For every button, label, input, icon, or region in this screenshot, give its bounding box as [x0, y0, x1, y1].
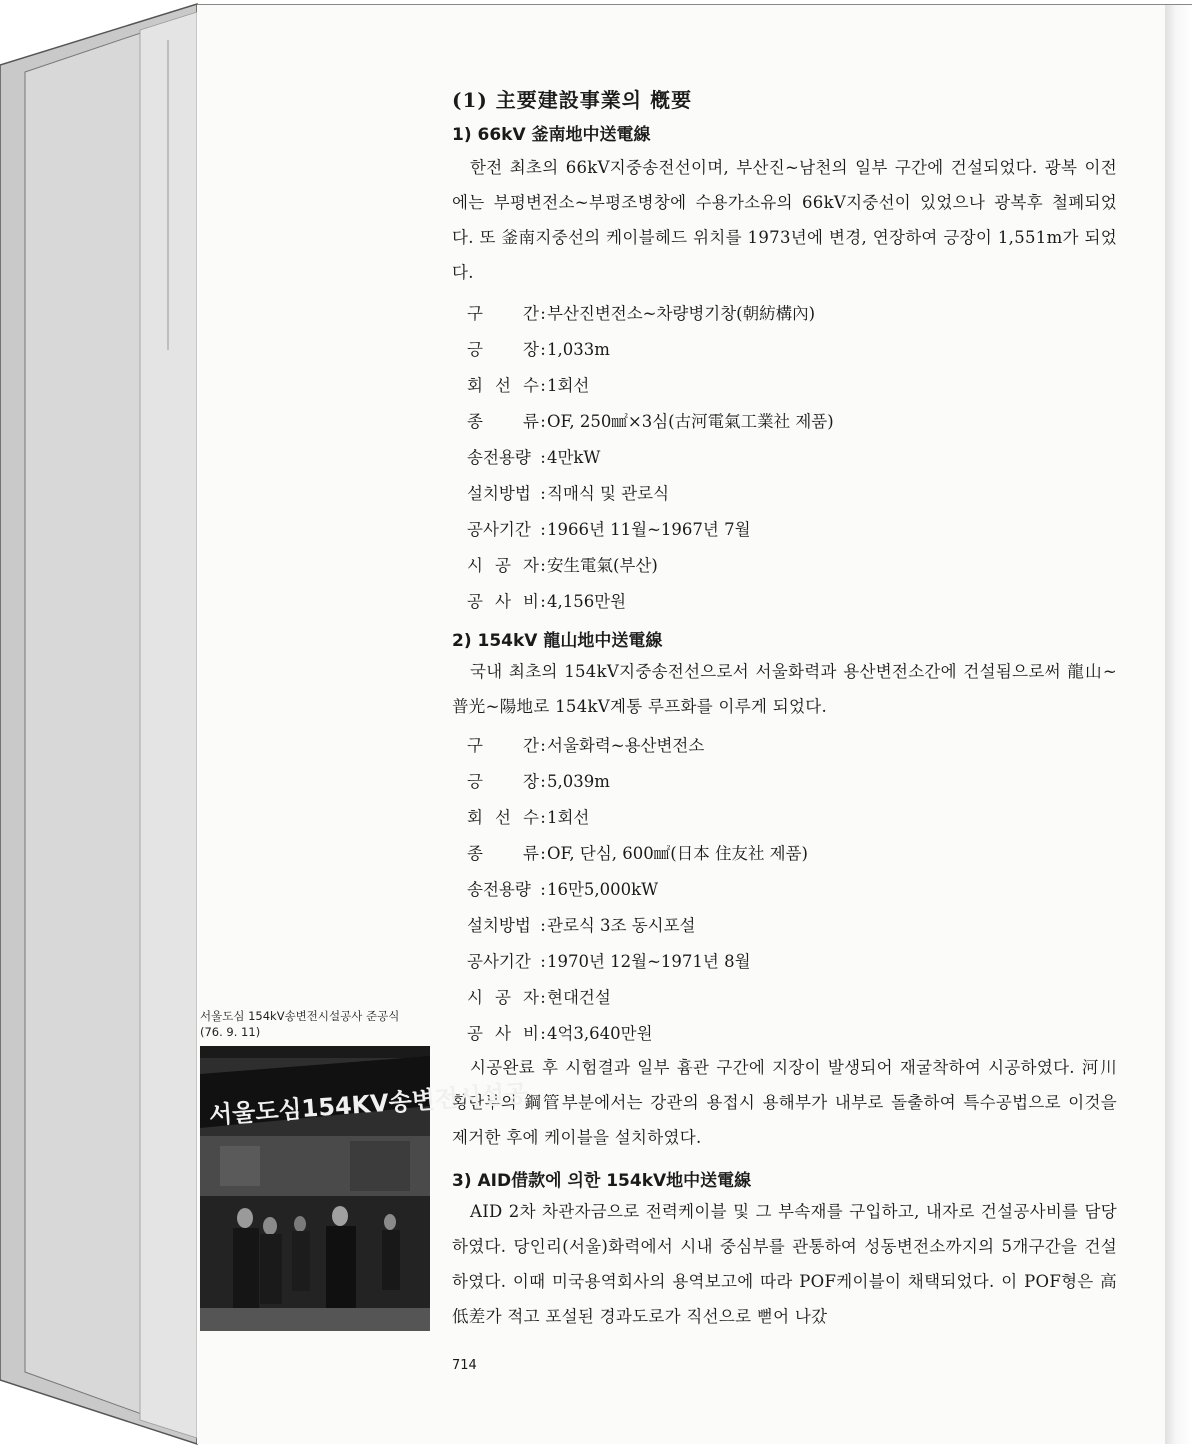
spec-key: 긍 장	[467, 340, 539, 359]
spec-key: 설치방법	[467, 484, 531, 503]
spec-row: 공 사 비:4억3,640만원	[467, 1020, 653, 1044]
paragraph-2-after-text: 시공완료 후 시험결과 일부 흄관 구간에 지장이 발생되어 재굴착하여 시공하였다. 河川 횡단부의 鋼管부분에서는 강관의 용접시 용해부가 내부로 돌출하여 특수공법으로 이것을 제거한 후에 케이블을 설치하였다.	[452, 1058, 1117, 1147]
spec-value: 4만kW	[547, 448, 601, 467]
spec-key: 종 류	[467, 412, 539, 431]
spec-key: 회 선 수	[467, 808, 539, 827]
spec-row: 송전용량 :16만5,000kW	[467, 876, 658, 900]
subsection-title-1: 1) 66kV 釜南地中送電線	[452, 125, 651, 145]
spec-value: 1966년 11월~1967년 7월	[547, 520, 751, 539]
spec-value: 직매식 및 관로식	[547, 484, 670, 503]
spec-key: 공 사 비	[467, 1024, 539, 1043]
spec-key: 구 간	[467, 736, 539, 755]
spec-key: 긍 장	[467, 772, 539, 791]
subsection-title-2: 2) 154kV 龍山地中送電線	[452, 631, 663, 651]
ceremony-photo-graphic	[200, 1046, 529, 1331]
spec-key: 송전용량	[467, 880, 531, 899]
spec-value: 현대건설	[547, 988, 611, 1007]
spec-value: 安生電氣(부산)	[547, 556, 658, 575]
spec-row: 설치방법 :관로식 3조 동시포설	[467, 912, 696, 936]
spec-key: 공사기간	[467, 520, 531, 539]
spec-value: 1,033m	[547, 340, 610, 359]
caption-line-1: 서울도심 154kV송변전시설공사 준공식	[200, 1009, 400, 1023]
spec-value: 서울화력~용산변전소	[547, 736, 705, 755]
spec-row: 구 간:서울화력~용산변전소	[467, 732, 704, 756]
spec-row: 구 간:부산진변전소~차량병기창(朝紡構內)	[467, 300, 815, 324]
paragraph-2-after	[452, 1050, 1117, 1155]
paragraph-2	[452, 654, 1117, 724]
spec-row: 설치방법 :직매식 및 관로식	[467, 480, 669, 504]
section-heading: (1) 主要建設事業의 槪要	[452, 88, 693, 112]
spec-value: 5,039m	[547, 772, 610, 791]
spec-row: 공사기간 :1970년 12월~1971년 8월	[467, 948, 751, 972]
caption-line-2: (76. 9. 11)	[200, 1025, 261, 1039]
spec-row: 회 선 수:1회선	[467, 804, 589, 828]
paragraph-1-text: 한전 최초의 66kV지중송전선이며, 부산진~남천의 일부 구간에 건설되었다. 광복 이전에는 부평변전소~부평조병창에 수용가소유의 66kV지중선이 있었으나 광복후 철폐되었다. 또 釜南지중선의 케이블헤드 위치를 1973년에 변경, 연장하여 긍장이 1,551m가 되었다.	[452, 158, 1117, 282]
paragraph-3	[452, 1194, 1117, 1334]
page-gutter-shadow	[1165, 4, 1192, 1444]
spec-value: 1회선	[547, 376, 590, 395]
spec-value: 관로식 3조 동시포설	[547, 916, 696, 935]
spec-row: 공 사 비:4,156만원	[467, 588, 626, 612]
page-top-edge	[197, 4, 1192, 5]
spec-value: 1970년 12월~1971년 8월	[547, 952, 751, 971]
spec-key: 종 류	[467, 844, 539, 863]
spec-row: 시 공 자:安生電氣(부산)	[467, 552, 658, 576]
spec-row: 종 류:OF, 단심, 600㎟(日本 住友社 제품)	[467, 840, 808, 864]
paragraph-3-text: AID 2차 차관자금으로 전력케이블 및 그 부속재를 구입하고, 내자로 건설공사비를 담당하였다. 당인리(서울)화력에서 시내 중심부를 관통하여 성동변전소까지의 5개구간을 건설하였다. 이때 미국용역회사의 용역보고에 따라 POF케이블이 채택되었다. 이 POF형은 高低差가 적고 포설된 경과도로가 직선으로 뻗어 나갔	[452, 1202, 1117, 1326]
page-number: 714	[452, 1358, 477, 1373]
spec-key: 구 간	[467, 304, 539, 323]
spec-row: 공사기간 :1966년 11월~1967년 7월	[467, 516, 751, 540]
photo-banner-text: 서울도심154KV송변전시설공	[208, 1079, 529, 1130]
spec-row: 시 공 자:현대건설	[467, 984, 611, 1008]
spec-value: 4,156만원	[547, 592, 627, 611]
spec-key: 시 공 자	[467, 988, 539, 1007]
spec-key: 송전용량	[467, 448, 531, 467]
photo-caption	[200, 1008, 435, 1040]
spec-value: 16만5,000kW	[547, 880, 659, 899]
paragraph-2-text: 국내 최초의 154kV지중송전선으로서 서울화력과 용산변전소간에 건설됨으로써 龍山~普光~陽地로 154kV계통 루프화를 이루게 되었다.	[452, 662, 1117, 716]
spec-value: OF, 단심, 600㎟(日本 住友社 제품)	[547, 844, 808, 863]
spec-key: 공 사 비	[467, 592, 539, 611]
paragraph-1	[452, 150, 1117, 290]
spec-key: 공사기간	[467, 952, 531, 971]
spec-value: OF, 250㎟×3심(古河電氣工業社 제품)	[547, 412, 834, 431]
spec-value: 1회선	[547, 808, 590, 827]
spec-row: 긍 장:1,033m	[467, 336, 610, 360]
ceremony-photo	[200, 1046, 529, 1331]
spec-key: 회 선 수	[467, 376, 539, 395]
spec-row: 긍 장:5,039m	[467, 768, 610, 792]
spec-value: 부산진변전소~차량병기창(朝紡構內)	[547, 304, 816, 323]
spec-key: 설치방법	[467, 916, 531, 935]
spec-row: 회 선 수:1회선	[467, 372, 589, 396]
spec-row: 송전용량 :4만kW	[467, 444, 600, 468]
spec-key: 시 공 자	[467, 556, 539, 575]
spec-row: 종 류:OF, 250㎟×3심(古河電氣工業社 제품)	[467, 408, 834, 432]
subsection-title-3: 3) AID借款에 의한 154kV地中送電線	[452, 1171, 752, 1191]
spec-value: 4억3,640만원	[547, 1024, 653, 1043]
